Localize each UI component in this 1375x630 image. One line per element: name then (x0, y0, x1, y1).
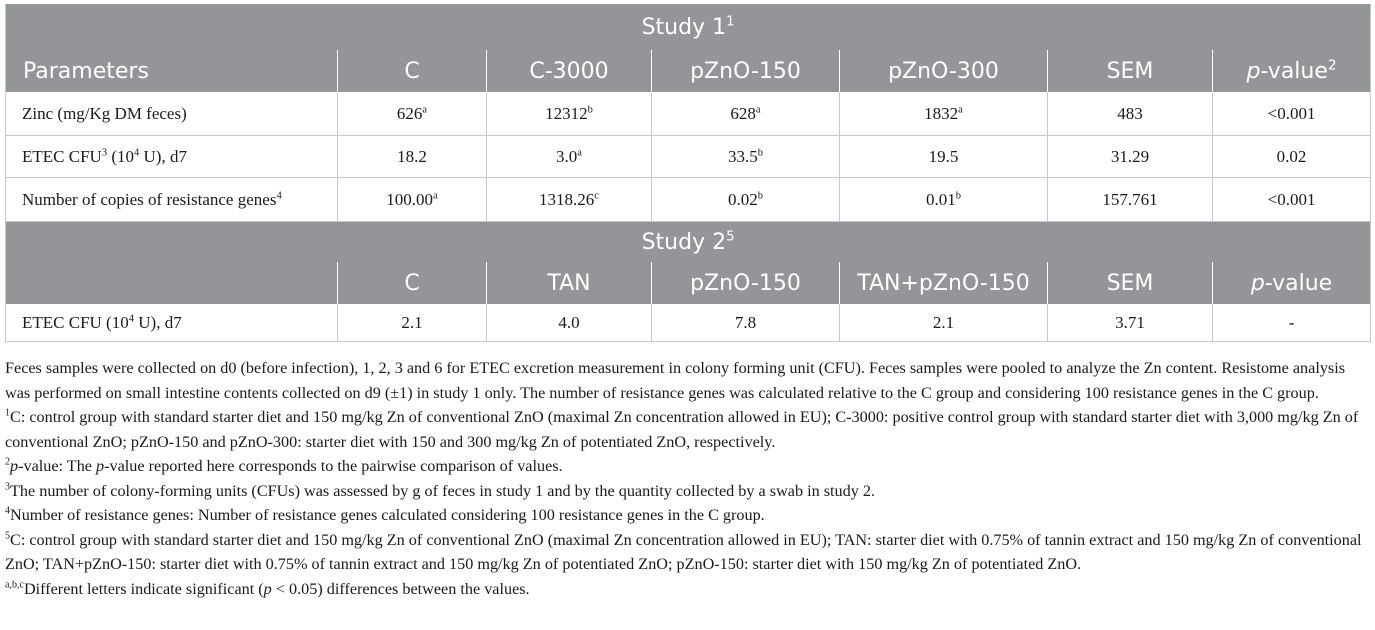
value: 1832 (924, 103, 959, 123)
letter-sup: a (422, 103, 428, 115)
cell-pvalue: 0.02 (1213, 136, 1371, 178)
row-label: Zinc (mg/Kg DM feces) (6, 92, 338, 136)
row-label (6, 304, 338, 342)
header-pvalue-text: -value (1260, 58, 1328, 84)
footnote-intro: Feces samples were collected on d0 (before infection), 1, 2, 3 and 6 for ETEC excretion measurement in colony forming unit (CFU). Feces samples were pooled to analyze the Zn content. Resistome analysis was performed on small intestine contents collected on d9 (±1) in study 1 only. The number of resistance genes was calculated relative to the C group and considering 100 resistance genes in the C group. (5, 359, 1346, 402)
results-table-container (5, 4, 1370, 342)
study2-header-row (6, 262, 1371, 304)
footnote-2 (5, 454, 1373, 479)
label-text: Number of copies of resistance genes (22, 189, 277, 209)
header-sem: SEM (1048, 262, 1213, 304)
letter-sup: b (955, 189, 961, 201)
cell-tan: 4.0 (487, 304, 652, 342)
study2-title (6, 222, 1371, 263)
footnote-text: -value: The (18, 457, 97, 475)
footnote-text: -value reported here corresponds to the pairwise comparison of values. (104, 457, 563, 475)
cell-pzno150 (652, 178, 840, 222)
label-mid: (10 (107, 146, 134, 166)
table-row (6, 178, 1371, 222)
cell-pzno150 (652, 136, 840, 178)
study2-title-text: Study 2 (641, 229, 727, 255)
cell-c3000 (487, 136, 652, 178)
footnote-marker: 4 (5, 505, 11, 517)
footnote-1 (5, 405, 1373, 454)
cell-sem: 31.29 (1048, 136, 1213, 178)
table-row (6, 136, 1371, 178)
label-after: U), d7 (139, 146, 187, 166)
study1-title (6, 4, 1371, 50)
table-row (6, 92, 1371, 136)
letter-sup: b (587, 103, 593, 115)
cell-sem: 3.71 (1048, 304, 1213, 342)
value: 626 (396, 103, 423, 123)
value: 19.5 (928, 146, 959, 166)
value: 12312 (545, 103, 588, 123)
value: 0.02 (727, 189, 758, 209)
cell-pzno300 (840, 92, 1048, 136)
footnote-text: Different letters indicate significant ( (23, 579, 264, 598)
footnote-text: C: control group with standard starter diet and 150 mg/kg Zn of conventional ZnO (maximal Zn concentration allowed in EU); TAN: starter diet with 0.75% of tannin extract and 150 mg/kg Zn of conventional ZnO; TAN+pZnO-150: starter diet with 0.75% of tannin extract and 150 mg/kg Zn of potentiated ZnO; pZnO-150: starter diet with 150 mg/kg Zn of potentiated ZnO. (5, 530, 1362, 573)
footnote-4 (5, 503, 1373, 528)
label-text: ETEC CFU (22, 146, 102, 166)
study1-title-row (6, 4, 1371, 50)
footnote-marker: 5 (5, 530, 11, 542)
cell-c3000 (487, 92, 652, 136)
header-pzno300: pZnO-300 (840, 50, 1048, 92)
letter-sup: a (433, 189, 438, 201)
study1-title-sup: 1 (726, 14, 735, 30)
footnote-6 (5, 577, 1373, 602)
results-table (5, 4, 1371, 342)
header-parameters (6, 262, 338, 304)
footnote-3 (5, 479, 1373, 504)
letter-sup: b (757, 146, 763, 158)
cell-pzno300 (840, 136, 1048, 178)
letter-sup: c (594, 189, 599, 201)
header-pvalue (1213, 50, 1371, 92)
header-pvalue-sup: 2 (1327, 57, 1337, 74)
cell-pzno300 (840, 178, 1048, 222)
row-label (6, 178, 338, 222)
footnote-5 (5, 528, 1373, 577)
footnote-italic: p (263, 579, 272, 598)
cell-sem: 483 (1048, 92, 1213, 136)
footnote-marker: 3 (5, 481, 11, 493)
footnote-marker: 1 (5, 407, 11, 419)
value: 0.01 (925, 189, 956, 209)
letter-sup: a (958, 103, 963, 115)
value: 1318.26 (539, 189, 595, 209)
cell-c: 2.1 (338, 304, 487, 342)
label-text: ETEC CFU (10 (22, 312, 129, 332)
label-sup: 3 (101, 146, 108, 158)
header-pzno150: pZnO-150 (652, 262, 840, 304)
footnote-text: < 0.05) differences between the values. (271, 579, 530, 598)
study1-header-row (6, 50, 1371, 92)
header-parameters: Parameters (6, 50, 338, 92)
cell-tan-pzno150: 2.1 (840, 304, 1048, 342)
footnote-marker: a,b,c (5, 579, 24, 591)
cell-pzno150: 7.8 (652, 304, 840, 342)
footnote-text: C: control group with standard starter diet and 150 mg/kg Zn of conventional ZnO (maximal Zn concentration allowed in EU); C-3000: positive control group with standard starter diet with 3,000 mg/kg Zn of conventional ZnO; pZnO-150 and pZnO-300: starter diet with 150 and 300 mg/kg Zn of potentiated ZnO, respectively. (5, 408, 1359, 451)
cell-pvalue: - (1213, 304, 1371, 342)
table-row (6, 304, 1371, 342)
header-tan-pzno150: TAN+pZnO-150 (840, 262, 1048, 304)
header-c: C (338, 262, 487, 304)
header-tan: TAN (487, 262, 652, 304)
study2-title-row (6, 222, 1371, 263)
cell-c (338, 92, 487, 136)
label-sup: 4 (276, 189, 282, 201)
letter-sup: b (757, 189, 763, 201)
header-pvalue-italic: p (1250, 270, 1265, 296)
label-sup: 4 (128, 312, 134, 324)
row-label (6, 136, 338, 178)
header-sem: SEM (1048, 50, 1213, 92)
study2-title-sup: 5 (726, 229, 735, 245)
cell-pvalue: <0.001 (1213, 178, 1371, 222)
header-c: C (338, 50, 487, 92)
header-pvalue-text: -value (1264, 270, 1333, 296)
value: 628 (730, 103, 756, 123)
cell-c (338, 178, 487, 222)
header-pvalue-italic: p (1246, 58, 1261, 84)
value: 33.5 (727, 146, 758, 166)
cell-c (338, 136, 487, 178)
header-pzno150: pZnO-150 (652, 50, 840, 92)
letter-sup: a (755, 103, 761, 115)
footnote-italic: p (10, 457, 19, 475)
letter-sup: a (577, 146, 582, 158)
footnote-italic: p (96, 457, 105, 475)
label-mid-sup: 4 (134, 146, 140, 158)
cell-pvalue: <0.001 (1213, 92, 1371, 136)
study1-title-text: Study 1 (641, 14, 727, 40)
footnote-text: Number of resistance genes: Number of resistance genes calculated considering 100 resistance genes in the C group. (10, 506, 765, 524)
cell-sem: 157.761 (1048, 178, 1213, 222)
cell-pzno150 (652, 92, 840, 136)
value: 100.00 (386, 189, 434, 209)
header-c3000: C-3000 (487, 50, 652, 92)
footnote-text: The number of colony-forming units (CFUs) was assessed by g of feces in study 1 and by the quantity collected by a swab in study 2. (10, 481, 875, 500)
label-after: U), d7 (134, 312, 182, 332)
table-footnotes (5, 356, 1373, 601)
cell-c3000 (487, 178, 652, 222)
header-pvalue (1213, 262, 1371, 304)
value: 18.2 (397, 146, 427, 166)
value: 3.0 (556, 146, 578, 166)
footnote-marker: 2 (5, 456, 11, 468)
